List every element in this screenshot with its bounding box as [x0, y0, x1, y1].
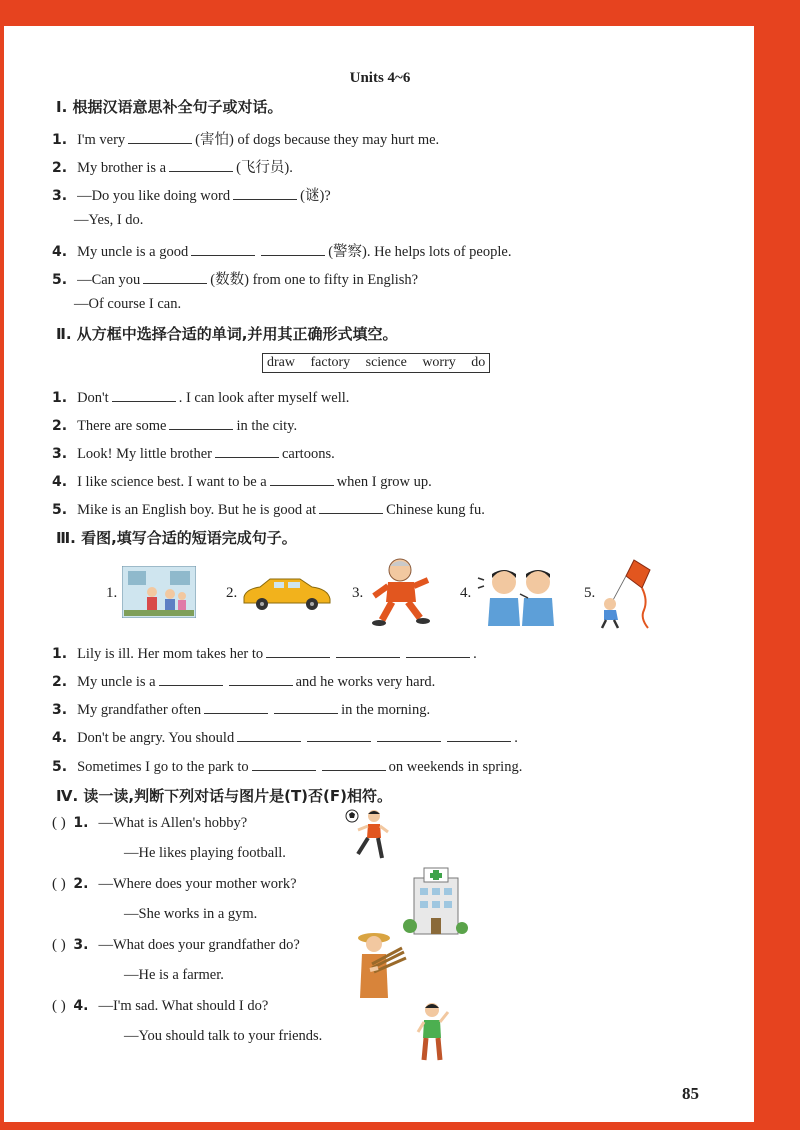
question-text: My uncle is a: [77, 674, 156, 690]
taxi-illustration: [240, 575, 332, 613]
s2-question-4: [52, 471, 432, 491]
s1-question-2: [52, 156, 293, 177]
picture-label: 1.: [106, 585, 118, 601]
answer-blank[interactable]: [307, 727, 371, 742]
question-text: .: [514, 730, 518, 746]
farmer-illustration: [352, 928, 408, 1000]
kite-flying-illustration: [598, 558, 658, 630]
question-number: 5.: [52, 759, 68, 775]
question-text: My brother is a: [77, 160, 167, 176]
s4-item-4-answer: —You should talk to your friends.: [124, 1028, 323, 1044]
question-text: There are some: [77, 418, 167, 434]
question-text: (数数) from one to fifty in English?: [210, 272, 419, 288]
s3-question-2: [52, 671, 435, 691]
question-number: 2.: [52, 674, 68, 690]
question-number: 4.: [52, 730, 68, 746]
question-text: —Can you: [77, 272, 141, 288]
question-text: Look! My little brother: [77, 446, 212, 462]
section1-heading: Ⅰ. 根据汉语意思补全句子或对话。: [56, 98, 283, 116]
answer-blank[interactable]: [266, 643, 330, 658]
s4-item-1: [52, 815, 247, 832]
answer-blank[interactable]: [237, 727, 301, 742]
answer-blank[interactable]: [233, 185, 297, 200]
question-text: when I grow up.: [336, 474, 432, 490]
question-text: (警察). He helps lots of people.: [328, 244, 512, 260]
answer-blank[interactable]: [319, 499, 383, 514]
question-text: My uncle is a good: [77, 244, 189, 260]
question-text: Chinese kung fu.: [386, 502, 485, 518]
s3-question-5: [52, 756, 522, 776]
answer-blank[interactable]: [377, 727, 441, 742]
question-text: Don't: [77, 390, 109, 406]
question-text: . I can look after myself well.: [178, 390, 350, 406]
boy-waving-illustration: [414, 1000, 454, 1066]
s4-item-2: [52, 876, 297, 893]
s2-question-1: [52, 387, 349, 407]
question-text: I'm very: [77, 132, 126, 148]
page-border-top: [0, 0, 800, 26]
answer-blank[interactable]: [215, 443, 279, 458]
question-text: in the city.: [236, 418, 298, 434]
hospital-building-illustration: [402, 866, 468, 936]
answer-blank[interactable]: [169, 157, 233, 172]
s1-question-3: [52, 184, 331, 205]
question-number: 4.: [52, 244, 68, 260]
s1-question-5: [52, 268, 418, 289]
s4-item-1-answer: —He likes playing football.: [124, 845, 286, 861]
question-text: and he works very hard.: [295, 674, 436, 690]
question-text: (谜)?: [300, 188, 331, 204]
two-boys-talking-illustration: [476, 564, 556, 626]
dialogue-question: —What does your grandfather do?: [98, 937, 300, 953]
answer-blank[interactable]: [322, 756, 386, 771]
question-text: Sometimes I go to the park to: [77, 759, 249, 775]
section4-heading: Ⅳ. 读一读,判断下列对话与图片是(T)否(F)相符。: [56, 787, 393, 805]
picture-label: 5.: [584, 585, 596, 601]
answer-blank[interactable]: [112, 387, 176, 402]
s2-question-5: [52, 499, 485, 519]
question-number: 1.: [52, 646, 68, 662]
s2-question-2: [52, 415, 297, 435]
question-text: (害怕) of dogs because they may hurt me.: [195, 132, 440, 148]
answer-blank[interactable]: [204, 699, 268, 714]
question-number: 4.: [52, 474, 68, 490]
answer-blank[interactable]: [447, 727, 511, 742]
picture-label: 4.: [460, 585, 472, 601]
question-text: Don't be angry. You should: [77, 730, 235, 746]
question-number: 1.: [73, 815, 89, 831]
question-number: 5.: [52, 502, 68, 518]
dialogue-question: —I'm sad. What should I do?: [98, 998, 269, 1014]
page-title: Units 4~6: [349, 70, 411, 86]
question-number: 3.: [73, 937, 89, 953]
answer-parentheses[interactable]: ( ): [52, 937, 66, 953]
answer-blank[interactable]: [261, 241, 325, 256]
s3-question-1: [52, 643, 477, 663]
page-number: 85: [682, 1084, 699, 1103]
section2-heading: Ⅱ. 从方框中选择合适的单词,并用其正确形式填空。: [56, 325, 398, 343]
answer-blank[interactable]: [270, 471, 334, 486]
answer-blank[interactable]: [406, 643, 470, 658]
page-border-bottom: [0, 1122, 800, 1130]
dialogue-question: —Where does your mother work?: [98, 876, 297, 892]
question-number: 1.: [52, 132, 68, 148]
question-number: 2.: [73, 876, 89, 892]
answer-parentheses[interactable]: ( ): [52, 815, 66, 831]
question-text: My grandfather often: [77, 702, 202, 718]
s3-question-4: [52, 727, 518, 747]
answer-blank[interactable]: [159, 671, 223, 686]
question-number: 4.: [73, 998, 89, 1014]
section3-heading: Ⅲ. 看图,填写合适的短语完成句子。: [56, 529, 297, 547]
answer-blank[interactable]: [191, 241, 255, 256]
answer-blank[interactable]: [274, 699, 338, 714]
s1-question-5-reply: —Of course I can.: [74, 296, 182, 312]
question-text: Lily is ill. Her mom takes her to: [77, 646, 264, 662]
question-number: 3.: [52, 188, 68, 204]
picture-label: 2.: [226, 585, 238, 601]
question-number: 1.: [52, 390, 68, 406]
answer-blank[interactable]: [229, 671, 293, 686]
question-number: 5.: [52, 272, 68, 288]
hospital-scene-illustration: [122, 566, 196, 618]
question-text: —Do you like doing word: [77, 188, 231, 204]
s4-item-2-answer: —She works in a gym.: [124, 906, 258, 922]
answer-parentheses[interactable]: ( ): [52, 998, 66, 1014]
word-box: draw factory science worry do: [262, 353, 490, 373]
football-boy-illustration: [344, 806, 394, 866]
s1-question-4: [52, 240, 511, 261]
page-border-right: [754, 0, 800, 1130]
page-border-left: [0, 0, 4, 1130]
s4-item-3-answer: —He is a farmer.: [124, 967, 224, 983]
question-text: I like science best. I want to be a: [77, 474, 267, 490]
question-text: .: [473, 646, 477, 662]
s4-item-4: [52, 998, 268, 1015]
question-number: 3.: [52, 702, 68, 718]
question-text: cartoons.: [281, 446, 335, 462]
s4-item-3: [52, 937, 300, 954]
question-text: Mike is an English boy. But he is good at: [77, 502, 317, 518]
answer-blank[interactable]: [336, 643, 400, 658]
question-text: in the morning.: [341, 702, 431, 718]
answer-blank[interactable]: [252, 756, 316, 771]
question-number: 2.: [52, 160, 68, 176]
answer-blank[interactable]: [128, 129, 192, 144]
s3-question-3: [52, 699, 430, 719]
s1-question-1: [52, 128, 439, 149]
question-number: 2.: [52, 418, 68, 434]
s2-question-3: [52, 443, 335, 463]
running-grandfather-illustration: [370, 556, 434, 628]
question-text: on weekends in spring.: [388, 759, 523, 775]
picture-label: 3.: [352, 585, 364, 601]
answer-parentheses[interactable]: ( ): [52, 876, 66, 892]
question-text: (飞行员).: [236, 160, 293, 176]
dialogue-question: —What is Allen's hobby?: [98, 815, 248, 831]
answer-blank[interactable]: [169, 415, 233, 430]
question-number: 3.: [52, 446, 68, 462]
answer-blank[interactable]: [143, 269, 207, 284]
s1-question-3-reply: —Yes, I do.: [74, 212, 144, 228]
